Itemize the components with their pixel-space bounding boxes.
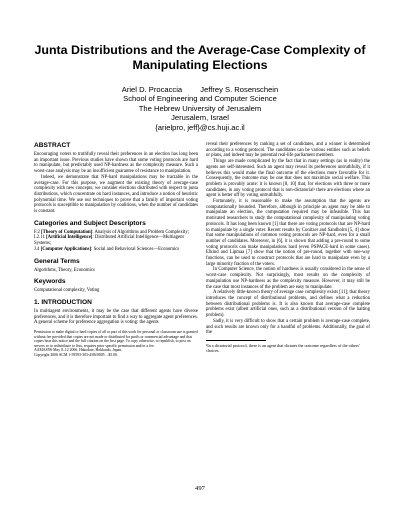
category-code: I.2.11 bbox=[34, 235, 45, 241]
copyright-line: Copyright 2006 ACM 1-59593-303-4/06/0005 ...$5.00. bbox=[34, 353, 118, 358]
abstract-paragraph: Indeed, we demonstrate that NP-hard manipulations may be tractable in the average-case. For this purpose, we augment the existing theory of average-case complexity with new concepts; we consider elections distributed with respect to junta distributions, which concentrate on hard instances, and introduce a notion of heuristic polynomial time. We use our techniques to prove that a family of important voting protocols is susceptible to manipulation by coalitions, when the number of candidates is constant. bbox=[34, 174, 198, 215]
category-desc: : Social and Behavioral Sciences—Economics bbox=[91, 246, 180, 252]
general-terms: Algorithms, Theory, Economics bbox=[34, 267, 95, 273]
paper-title: Junta Distributions and the Average-Case Complexity of Manipulating Elections bbox=[34, 43, 366, 72]
body-paragraph: In Computer Science, the notion of hardness is usually considered in the sense of worst-case complexity. Not surprisingly, most results on the complexity of manipulation use NP-hardness as the complexity measure. However, it may still be the case that most instances of the problem are easy to manipulate. bbox=[206, 267, 370, 290]
footnote: ¹In a dictatorial protocol, there is an agent that dictates the outcome regardless of the others' choices. bbox=[206, 342, 360, 353]
category-code: J.4 bbox=[34, 246, 40, 252]
author-name: Jeffrey S. Rosenschein bbox=[200, 85, 279, 94]
footnote-rule bbox=[206, 340, 266, 341]
general-terms-heading: General Terms bbox=[34, 257, 80, 265]
category-name: [Computer Applications] bbox=[40, 246, 92, 252]
abstract-paragraph: Encouraging voters to truthfully reveal their preferences in an election has long been an important issue. Previous studies have shown that some voting protocols are hard to manipulate, but predictably used NP-hardness as the complexity measure. Such a worst-case analysis may be an insufficient guarantee of resistance to manipulation. bbox=[34, 152, 198, 175]
right-column bbox=[206, 142, 370, 353]
categories-heading: Categories and Subject Descriptors bbox=[34, 219, 146, 227]
author-block bbox=[60, 85, 340, 132]
category-code: F.2 bbox=[34, 229, 40, 235]
body-paragraph: Fortunately, it is reasonable to make the assumption that the agents are computationally bounded. Therefore, although in principle an agent may be able to manipulate an election, the computation required may be infeasible. This has motivated researchers to study the computational complexity of manipulating voting protocols. It has long been known [1] that there are voting protocols that are NP-hard to manipulate by a single voter. Recent results by Conitzer and Sandholm [5, 4] show that some manipulations of common voting protocols are NP-hard, even for a small number of candidates. Moreover, in [6], it is shown that adding a pre-round to some voting protocols can make manipulations hard (even PSPACE-hard in some cases). Elkind and Lipmaa [7] show that the notion of pre-round, together with one-way functions, can be used to construct protocols that are hard to manipulate even by a large minority fraction of the voters. bbox=[206, 199, 370, 267]
author-email: {arielpro, jeff}@cs.huji.ac.il bbox=[155, 122, 245, 132]
category-entry bbox=[34, 247, 198, 253]
left-column bbox=[34, 142, 198, 358]
introduction-heading: 1. INTRODUCTION bbox=[34, 298, 92, 306]
conference-info: AAMAS'06 May 8–12 2006, Hakodate, Hokkaido, Japan. bbox=[34, 348, 123, 353]
affiliation-line: The Hebrew University of Jerusalem bbox=[138, 103, 262, 113]
category-entry bbox=[34, 235, 198, 246]
body-paragraph: reveal their preferences by ranking a set of candidates, and a winner is determined according to a voting protocol. The candidates can be various entities such as beliefs or plans, and indeed may be potential real-life parliament members. bbox=[206, 142, 370, 159]
introduction-paragraph: In multiagent environments, it may be the case that different agents have diverse preferences, and it is therefore important to find a way to aggregate agent preferences. A general scheme for preference aggregation is voting: the agents bbox=[34, 308, 198, 326]
category-name: [Artificial Intelligence] bbox=[46, 235, 93, 241]
category-desc: : Distributed Artificial Intelligence—Multiagent Systems; bbox=[34, 235, 184, 247]
category-name: [Theory of Computation] bbox=[41, 229, 93, 235]
author-names bbox=[60, 85, 340, 94]
body-paragraph: A relatively little-known theory of average case complexity exists [11]; that theory introduces the concept of distributional problems, and defines what a reduction between distributional problems is. It is also known that average-case complete problems exist (albeit artificial ones, such as a distributional version of the halting problem). bbox=[206, 290, 370, 319]
permission-text: Permission to make digital or hard copies of all or part of this work for personal or classroom use is granted without fee provided that copies are not made or distributed for profit or commercial advantage and that copies bear this notice and the full citation on the first page. To copy otherwise, to republish, to post on servers or to redistribute to lists, requires prior specific permission and/or a fee. bbox=[34, 330, 198, 348]
affiliation-line: Jerusalem, Israel bbox=[171, 113, 229, 123]
keywords-heading: Keywords bbox=[34, 278, 66, 286]
abstract-heading: ABSTRACT bbox=[34, 142, 71, 149]
permission-notice bbox=[34, 330, 198, 358]
category-desc: : Analysis of Algorithms and Problem Complexity; bbox=[92, 229, 190, 235]
author-name: Ariel D. Procaccia bbox=[121, 85, 183, 94]
keywords: Computational complexity, Voting bbox=[34, 288, 100, 294]
body-paragraph: Sadly, it is very difficult to show that a certain problem is average-case complete, and such results are known only for a handful of problems. Additionally, the goal of the bbox=[206, 318, 370, 336]
body-paragraph: Things are made complicated by the fact that in many settings (as in reality) the agents are self-interested. Such an agent may reveal its preferences untruthfully, if it believes this would make the final outcome of the elections more favorable for it. Consequently, the outcome may be one that does not maximize social welfare. This problem is provably acute: it is known [8, 10] that, for elections with three or more candidates, in any voting protocol that is non-dictatorial¹ there are elections where an agent is better off by voting untruthfully. bbox=[206, 159, 370, 199]
affiliation-line: School of Engineering and Computer Science bbox=[123, 94, 277, 104]
page-number: 497 bbox=[195, 485, 205, 492]
